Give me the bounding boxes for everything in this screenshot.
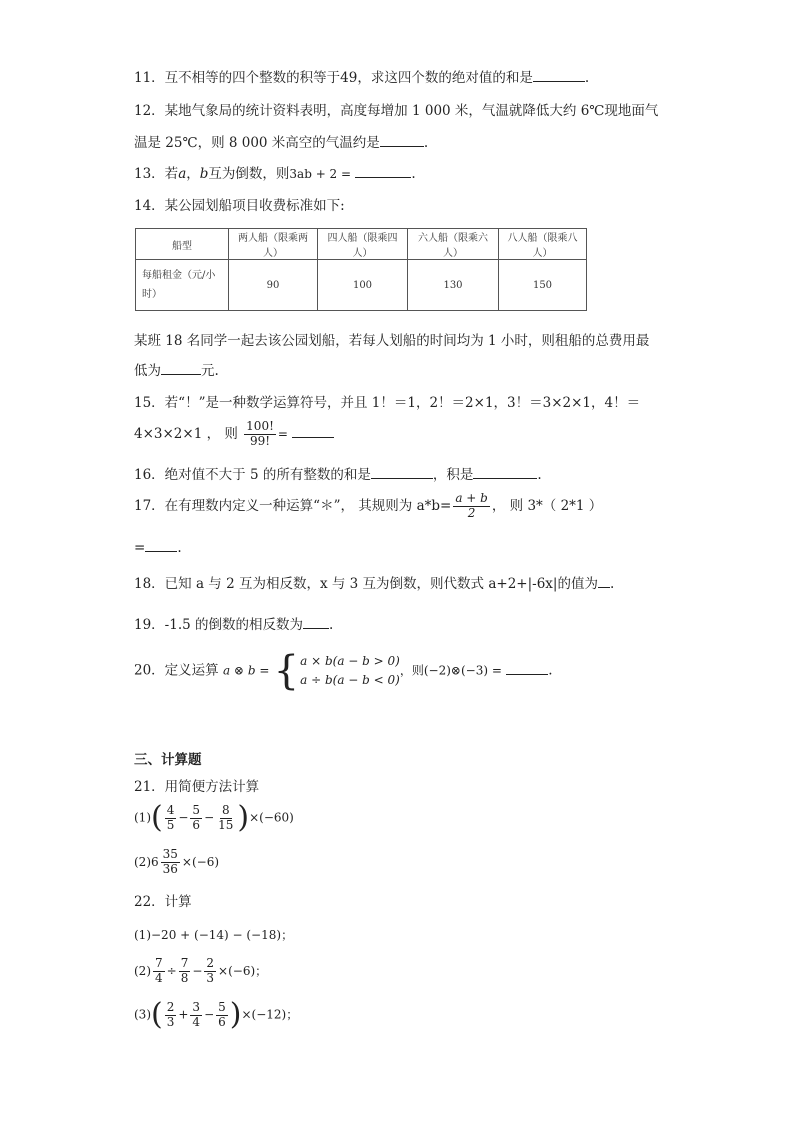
q18-text: 18．已知 a 与 2 互为相反数，x 与 3 互为倒数，则代数式 a+2+|-6x|的值为 bbox=[134, 576, 598, 592]
question-11 bbox=[134, 66, 589, 86]
paren-right: ) bbox=[237, 800, 250, 835]
fraction bbox=[179, 957, 191, 986]
table-cell: 150 bbox=[499, 260, 587, 311]
q17-fraction bbox=[453, 492, 490, 521]
denominator: 5 bbox=[166, 817, 175, 832]
q20-answer-blank[interactable] bbox=[506, 660, 548, 675]
question-15-line1: 15．若“！”是一种数学运算符号，并且 1！＝1，2！＝2×1，3！＝3×2×1，4！＝ bbox=[134, 395, 641, 411]
row-label-line1: 每船租金（元/小 bbox=[142, 270, 216, 281]
case-2: a ÷ b(a − b < 0) bbox=[300, 673, 400, 687]
part-label: (3) bbox=[134, 1007, 151, 1022]
q13-sep: ， bbox=[186, 166, 200, 182]
q17-answer-blank[interactable] bbox=[145, 537, 177, 552]
q15-equals: = bbox=[277, 426, 288, 441]
question-19 bbox=[134, 613, 333, 633]
numerator: 3 bbox=[192, 999, 201, 1014]
multiplier: ×(−12)； bbox=[241, 1007, 299, 1022]
multiplier: ×(−6)； bbox=[218, 963, 268, 978]
q17-text: 17．在有理数内定义一种运算“＊”， 其规则为 a*b= bbox=[134, 497, 452, 514]
brace-glyph: { bbox=[273, 648, 300, 694]
q18-answer-blank[interactable] bbox=[598, 573, 610, 588]
fraction bbox=[204, 957, 216, 986]
q19-answer-blank[interactable] bbox=[303, 614, 329, 629]
table-header-cell: 两人船（限乘两人） bbox=[229, 229, 318, 260]
denominator: 36 bbox=[162, 861, 178, 876]
question-17-line1 bbox=[134, 492, 602, 521]
question-13 bbox=[134, 162, 416, 182]
q16-mid: ，积是 bbox=[432, 467, 474, 483]
numerator: 4 bbox=[166, 802, 175, 817]
table-cell: 100 bbox=[318, 260, 408, 311]
question-12-line2 bbox=[134, 131, 428, 151]
q19-text: 19．-1.5 的倒数的相反数为 bbox=[134, 617, 304, 633]
numerator: 35 bbox=[162, 847, 178, 861]
fraction bbox=[190, 804, 202, 833]
table-header-row bbox=[136, 229, 587, 260]
question-22-part3: (3)( $\frac{2}{3}$ + $\frac{3}{4}$ − $\frac{5}{6}$ )×(−12)； bbox=[134, 997, 299, 1032]
q20-operator: a ⊗ b = bbox=[222, 663, 270, 678]
q17-numerator: a + b bbox=[455, 491, 488, 505]
question-14-line2 bbox=[134, 359, 219, 379]
denominator: 6 bbox=[218, 1014, 226, 1029]
q11-period: . bbox=[584, 70, 590, 86]
section-title: 三、计算题 bbox=[134, 752, 202, 768]
question-15-line2 bbox=[134, 420, 334, 449]
denominator: 3 bbox=[206, 970, 215, 985]
paren-left: ( bbox=[151, 997, 163, 1032]
piecewise-cases bbox=[300, 652, 400, 690]
table-row-label bbox=[136, 260, 229, 311]
q15-denominator: 99! bbox=[249, 433, 271, 448]
numerator: 5 bbox=[218, 999, 226, 1014]
q13-var-b: b bbox=[199, 166, 209, 182]
q14-unit: 元. bbox=[201, 363, 219, 379]
q16-product-blank[interactable] bbox=[473, 464, 537, 479]
denominator: 15 bbox=[218, 817, 234, 832]
numerator: 7 bbox=[180, 956, 189, 970]
paren-right: ) bbox=[229, 997, 242, 1032]
table-cell: 130 bbox=[408, 260, 499, 311]
q16-text: 16．绝对值不大于 5 的所有整数的和是 bbox=[134, 467, 371, 483]
q13-mid: 互为倒数，则 bbox=[208, 166, 290, 182]
question-18 bbox=[134, 572, 614, 592]
denominator: 6 bbox=[192, 817, 201, 832]
table-header-cell: 六人船（限乘六人） bbox=[408, 229, 499, 260]
question-20 bbox=[134, 648, 553, 694]
multiplier: ×(−60) bbox=[249, 810, 294, 825]
fraction bbox=[190, 1001, 202, 1030]
question-17-line2 bbox=[134, 537, 182, 556]
q17-period: . bbox=[177, 540, 182, 556]
q14-text: 低为 bbox=[134, 363, 161, 379]
q15-fraction bbox=[244, 420, 276, 449]
q11-text: 11．互不相等的四个整数的积等于49，求这四个数的绝对值的和是 bbox=[134, 70, 533, 86]
table-header-cell: 八人船（限乘八人） bbox=[499, 229, 587, 260]
q20-period: . bbox=[548, 662, 553, 679]
question-22-part2: (2) $\frac{7}{4}$ ÷ $\frac{7}{8}$ − $\frac{2}{3}$ ×(−6)； bbox=[134, 956, 268, 985]
q16-sum-blank[interactable] bbox=[371, 464, 433, 479]
q19-period: . bbox=[329, 617, 334, 633]
q14-answer-blank[interactable] bbox=[161, 360, 201, 375]
q15-numerator: 100! bbox=[246, 419, 274, 433]
q15-text: 4×3×2×1 ， 则 bbox=[134, 425, 238, 442]
q13-var-a: a bbox=[178, 166, 187, 182]
fraction bbox=[165, 804, 177, 833]
numerator: 2 bbox=[206, 956, 215, 970]
q12-answer-blank[interactable] bbox=[380, 132, 424, 147]
numerator: 5 bbox=[192, 802, 201, 817]
q17-denominator: 2 bbox=[467, 505, 476, 520]
q13-prefix: 13．若 bbox=[134, 166, 179, 182]
boat-fee-table bbox=[135, 228, 587, 311]
multiplier: ×(−6) bbox=[181, 854, 220, 869]
q13-answer-blank[interactable] bbox=[355, 163, 411, 178]
table-cell: 90 bbox=[229, 260, 318, 311]
q13-expression: 3ab + 2 = bbox=[289, 167, 352, 181]
q20-text: 20．定义运算 bbox=[134, 662, 219, 679]
q13-period: . bbox=[411, 166, 416, 182]
q12-text: 温是 25℃，则 8 000 米高空的气温约是 bbox=[134, 135, 380, 151]
denominator: 4 bbox=[155, 970, 163, 985]
q17-equals: = bbox=[134, 540, 146, 556]
fraction bbox=[165, 1001, 177, 1030]
denominator: 4 bbox=[192, 1014, 201, 1029]
fraction bbox=[161, 848, 180, 877]
part-label: (2) bbox=[134, 854, 151, 869]
denominator: 3 bbox=[166, 1014, 175, 1029]
numerator: 8 bbox=[221, 802, 230, 817]
question-21-part1: (1)( $\frac{4}{5}$ − $\frac{5}{6}$ − $\frac{8}{15}$ )×(−60) bbox=[134, 800, 294, 835]
numerator: 2 bbox=[166, 999, 175, 1014]
question-21-part2 bbox=[134, 848, 219, 877]
q20-question: ，则(−2)⊗(−3) = bbox=[399, 663, 502, 678]
case-1: a × b(a − b > 0) bbox=[300, 653, 400, 668]
q15-answer-blank[interactable] bbox=[292, 423, 334, 438]
question-16 bbox=[134, 463, 542, 483]
fraction bbox=[216, 804, 235, 833]
fraction bbox=[216, 1001, 228, 1030]
table-header-cell: 四人船（限乘四人） bbox=[318, 229, 408, 260]
numerator: 7 bbox=[155, 956, 163, 970]
question-22-title: 22．计算 bbox=[134, 894, 192, 910]
whole-number: 6 bbox=[151, 854, 159, 869]
question-14-intro: 14．某公园划船项目收费标准如下: bbox=[134, 198, 345, 214]
row-label-line2: 时） bbox=[142, 289, 162, 300]
part-label: (1) bbox=[134, 810, 151, 825]
q16-period: . bbox=[537, 467, 542, 483]
question-12-line1: 12．某地气象局的统计资料表明，高度每增加 1 000 米，气温就降低大约 6℃现地面气 bbox=[134, 103, 659, 119]
part-label: (2) bbox=[134, 963, 151, 978]
q12-period: . bbox=[423, 135, 429, 151]
q20-piecewise bbox=[273, 648, 400, 694]
q11-answer-blank[interactable] bbox=[533, 67, 585, 82]
table-header-cell: 船型 bbox=[136, 229, 229, 260]
q17-expression: ， 则 3*（ 2*1 ） bbox=[491, 497, 603, 514]
table-row bbox=[136, 260, 587, 311]
paren-left: ( bbox=[151, 800, 163, 835]
denominator: 8 bbox=[180, 970, 189, 985]
question-22-part1: (1)−20 + (−14) − (−18)； bbox=[134, 928, 294, 942]
question-14-line1: 某班 18 名同学一起去该公园划船，若每人划船的时间均为 1 小时，则租船的总费用最 bbox=[134, 333, 650, 349]
q18-period: . bbox=[609, 576, 615, 592]
question-21-title: 21．用简便方法计算 bbox=[134, 779, 260, 795]
fraction bbox=[153, 957, 165, 986]
